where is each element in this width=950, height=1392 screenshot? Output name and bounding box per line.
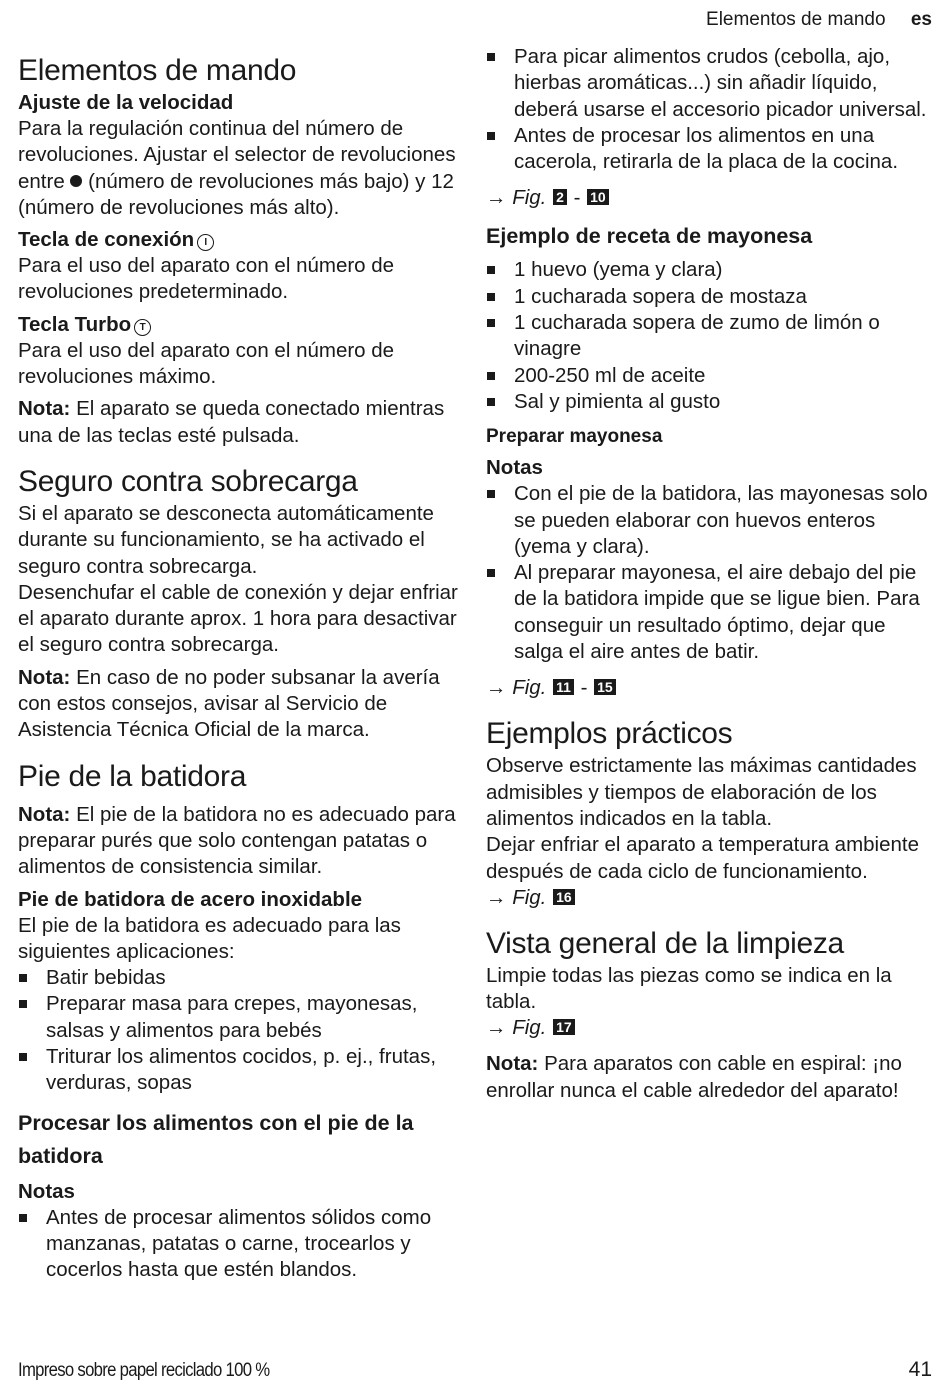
paragraph-seguro-1: Si el aparato se desconecta automáticamente durante su funcionamiento, se ha activado el seguro contra sobrecarga. bbox=[18, 501, 434, 578]
fig-label: Fig. bbox=[512, 676, 547, 700]
header-section-title: Elementos de mando bbox=[706, 9, 886, 30]
left-column bbox=[18, 52, 466, 1284]
heading-receta-mayonesa: Ejemplo de receta de mayonesa bbox=[486, 224, 813, 249]
list-item: Preparar masa para crepes, mayonesas, salsas y alimentos para bebés bbox=[18, 991, 466, 1044]
list-item: Batir bebidas bbox=[18, 965, 466, 991]
note-text: El aparato se queda conectado mientras una de las teclas esté pulsada. bbox=[18, 397, 445, 447]
heading-vista-limpieza: Vista general de la limpieza bbox=[486, 926, 844, 960]
list-item: Antes de procesar los alimentos en una cacerola, retirarla de la placa de la cocina. bbox=[486, 123, 932, 176]
paragraph-ejemplos-2: Dejar enfriar el aparato a temperatura ambiente después de cada ciclo de funcionamiento. bbox=[486, 833, 920, 883]
velocidad-text-b: (número de revoluciones más bajo) y 12 (número de revoluciones más alto). bbox=[18, 169, 454, 219]
note-label: Nota: bbox=[486, 1052, 539, 1076]
list-item: Sal y pimienta al gusto bbox=[486, 389, 932, 415]
paragraph-turbo: Para el uso del aparato con el número de revoluciones máximo. bbox=[18, 338, 395, 389]
heading-pie-batidora: Pie de la batidora bbox=[18, 759, 247, 793]
heading-tecla-conexion bbox=[18, 227, 466, 253]
figure-number: 16 bbox=[553, 889, 575, 905]
heading-elementos-de-mando: Elementos de mando bbox=[18, 54, 297, 87]
figure-number: 11 bbox=[553, 679, 574, 695]
heading-procesar-alimentos: Procesar los alimentos con el pie de la batidora bbox=[18, 1110, 414, 1168]
list-item: 200-250 ml de aceite bbox=[486, 363, 932, 389]
list-item: 1 cucharada sopera de zumo de limón o vinagre bbox=[486, 310, 932, 363]
figure-number: 2 bbox=[553, 189, 567, 205]
fig-separator: - bbox=[580, 676, 588, 700]
figure-reference bbox=[486, 675, 932, 701]
paragraph-velocidad bbox=[18, 116, 466, 221]
heading-acero-inoxidable: Pie de batidora de acero inoxidable bbox=[18, 887, 363, 911]
heading-ejemplos-practicos: Ejemplos prácticos bbox=[486, 717, 733, 751]
figure-reference bbox=[486, 1015, 932, 1041]
page-number: 41 bbox=[908, 1358, 932, 1381]
heading-seguro-sobrecarga: Seguro contra sobrecarga bbox=[18, 464, 358, 498]
list-procesar bbox=[18, 1205, 466, 1284]
power-switch-icon: I bbox=[197, 234, 214, 251]
list-item: Con el pie de la batidora, las mayonesas solo se pueden elaborar con huevos enteros (yema y clara). bbox=[486, 481, 932, 560]
paragraph-acero: El pie de la batidora es adecuado para las siguientes aplicaciones: bbox=[18, 913, 401, 963]
list-procesar-continued bbox=[486, 44, 932, 175]
arrow-right-icon: → bbox=[486, 676, 507, 700]
note-teclas bbox=[18, 396, 466, 449]
velocidad-text-a: Para la regulación continua del número de revoluciones. Ajustar el selector de revoluciones entre bbox=[18, 117, 456, 193]
note-label: Nota: bbox=[18, 802, 71, 826]
page-footer bbox=[18, 1356, 932, 1382]
turbo-icon: T bbox=[134, 319, 151, 336]
filled-dot-icon bbox=[70, 175, 82, 187]
header-language: es bbox=[910, 9, 932, 30]
figure-number: 17 bbox=[553, 1019, 575, 1035]
list-item: 1 huevo (yema y clara) bbox=[486, 257, 932, 283]
heading-notas: Notas bbox=[486, 456, 543, 480]
fig-label: Fig. bbox=[512, 1016, 547, 1040]
page-header bbox=[706, 8, 932, 32]
figure-reference bbox=[486, 185, 932, 211]
tecla-conexion-label: Tecla de conexión bbox=[18, 228, 195, 252]
footer-recycled-note: Impreso sobre papel reciclado 100 % bbox=[18, 1360, 270, 1381]
fig-label: Fig. bbox=[512, 186, 547, 210]
arrow-right-icon: → bbox=[486, 1016, 507, 1040]
list-ingredientes bbox=[486, 257, 932, 415]
paragraph-limpieza: Limpie todas las piezas como se indica en la tabla. bbox=[486, 963, 892, 1014]
note-label: Nota: bbox=[18, 397, 71, 421]
list-aplicaciones bbox=[18, 965, 466, 1096]
paragraph-conexion: Para el uso del aparato con el número de revoluciones predeterminado. bbox=[18, 254, 395, 304]
figure-number: 10 bbox=[587, 189, 609, 205]
heading-ajuste-velocidad: Ajuste de la velocidad bbox=[18, 91, 234, 114]
paragraph-seguro-2: Desenchufar el cable de conexión y dejar enfriar el aparato durante aprox. 1 hora para desactivar el seguro contra sobrecarga. bbox=[18, 580, 458, 657]
fig-separator: - bbox=[573, 186, 581, 210]
list-item: Para picar alimentos crudos (cebolla, ajo, hierbas aromáticas...) sin añadir líquido, deberá usarse el accesorio picador universal. bbox=[486, 44, 932, 123]
arrow-right-icon: → bbox=[486, 186, 507, 210]
note-label: Nota: bbox=[18, 665, 71, 689]
heading-preparar-mayonesa: Preparar mayonesa bbox=[486, 426, 663, 448]
heading-notas: Notas bbox=[18, 1179, 75, 1203]
paragraph-ejemplos-1: Observe estrictamente las máximas cantidades admisibles y tiempos de elaboración de los alimentos indicados en la tabla. bbox=[486, 754, 917, 830]
list-item: Antes de procesar alimentos sólidos como manzanas, patatas o carne, trocearlos y cocerlos hasta que estén blandos. bbox=[18, 1205, 466, 1284]
tecla-turbo-label: Tecla Turbo bbox=[18, 312, 132, 336]
figure-number: 15 bbox=[594, 679, 616, 695]
list-item: 1 cucharada sopera de mostaza bbox=[486, 284, 932, 310]
note-text: En caso de no poder subsanar la avería con estos consejos, avisar al Servicio de Asistencia Técnica Oficial de la marca. bbox=[18, 665, 440, 742]
right-column bbox=[486, 44, 932, 1104]
arrow-right-icon: → bbox=[486, 885, 507, 909]
note-pie bbox=[18, 802, 466, 881]
heading-tecla-turbo bbox=[18, 312, 466, 338]
list-item: Al preparar mayonesa, el aire debajo del pie de la batidora impide que se ligue bien. Para conseguir un resultado óptimo, dejar que salga el aire antes de batir. bbox=[486, 560, 932, 665]
note-seguro bbox=[18, 665, 466, 744]
note-cable-espiral bbox=[486, 1051, 932, 1104]
list-item: Triturar los alimentos cocidos, p. ej., frutas, verduras, sopas bbox=[18, 1044, 466, 1097]
fig-label: Fig. bbox=[512, 885, 547, 909]
list-notas-mayonesa bbox=[486, 481, 932, 665]
figure-reference bbox=[486, 885, 932, 911]
note-text: El pie de la batidora no es adecuado para preparar purés que solo contengan patatas o alimentos de consistencia similar. bbox=[18, 802, 456, 879]
note-text: Para aparatos con cable en espiral: ¡no enrollar nunca el cable alrededor del aparato! bbox=[486, 1052, 902, 1102]
